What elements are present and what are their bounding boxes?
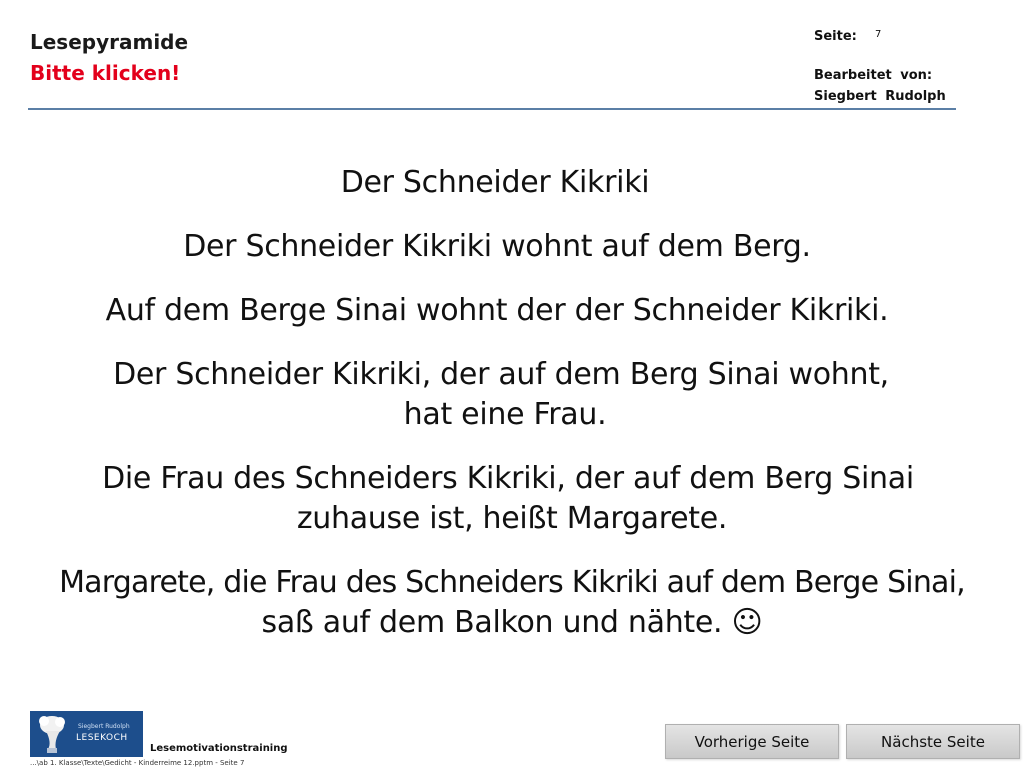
text-line-5b: saß auf dem Balkon und nähte. ☺ [261,605,763,640]
lightbulb-icon [34,713,74,755]
footer-label: Lesemotivationstraining [150,743,288,754]
page-title: Lesepyramide [30,30,189,54]
click-prompt-link[interactable]: Bitte klicken! [30,61,181,85]
lesekoch-logo [30,711,143,757]
logo-author-text: Siegbert Rudolph [78,723,130,730]
editor-label: Bearbeitet von: [814,68,933,83]
page-label: Seite: [814,29,857,44]
text-line-4a: Die Frau des Schneiders Kikriki, der auf dem Berg Sinai [102,461,914,496]
previous-page-button[interactable]: Vorherige Seite [665,724,839,759]
logo-brand-text: LESEKOCH [76,733,128,743]
header-divider [28,108,956,110]
text-title: Der Schneider Kikriki [340,165,650,200]
footer-file-path: ...\ab 1. Klasse\Texte\Gedicht - Kinderreime 12.pptm - Seite 7 [30,759,245,767]
text-line-2: Auf dem Berge Sinai wohnt der der Schneider Kikriki. [105,293,889,328]
text-line-1: Der Schneider Kikriki wohnt auf dem Berg. [183,229,811,264]
text-line-3b: hat eine Frau. [403,397,607,432]
editor-name: Siegbert Rudolph [814,89,946,104]
page-number: 7 [875,29,882,40]
next-page-button[interactable]: Nächste Seite [846,724,1020,759]
text-line-3a: Der Schneider Kikriki, der auf dem Berg Sinai wohnt, [113,357,889,392]
text-line-5a: Margarete, die Frau des Schneiders Kikriki auf dem Berge Sinai, [59,565,965,600]
text-line-4b: zuhause ist, heißt Margarete. [296,501,728,536]
